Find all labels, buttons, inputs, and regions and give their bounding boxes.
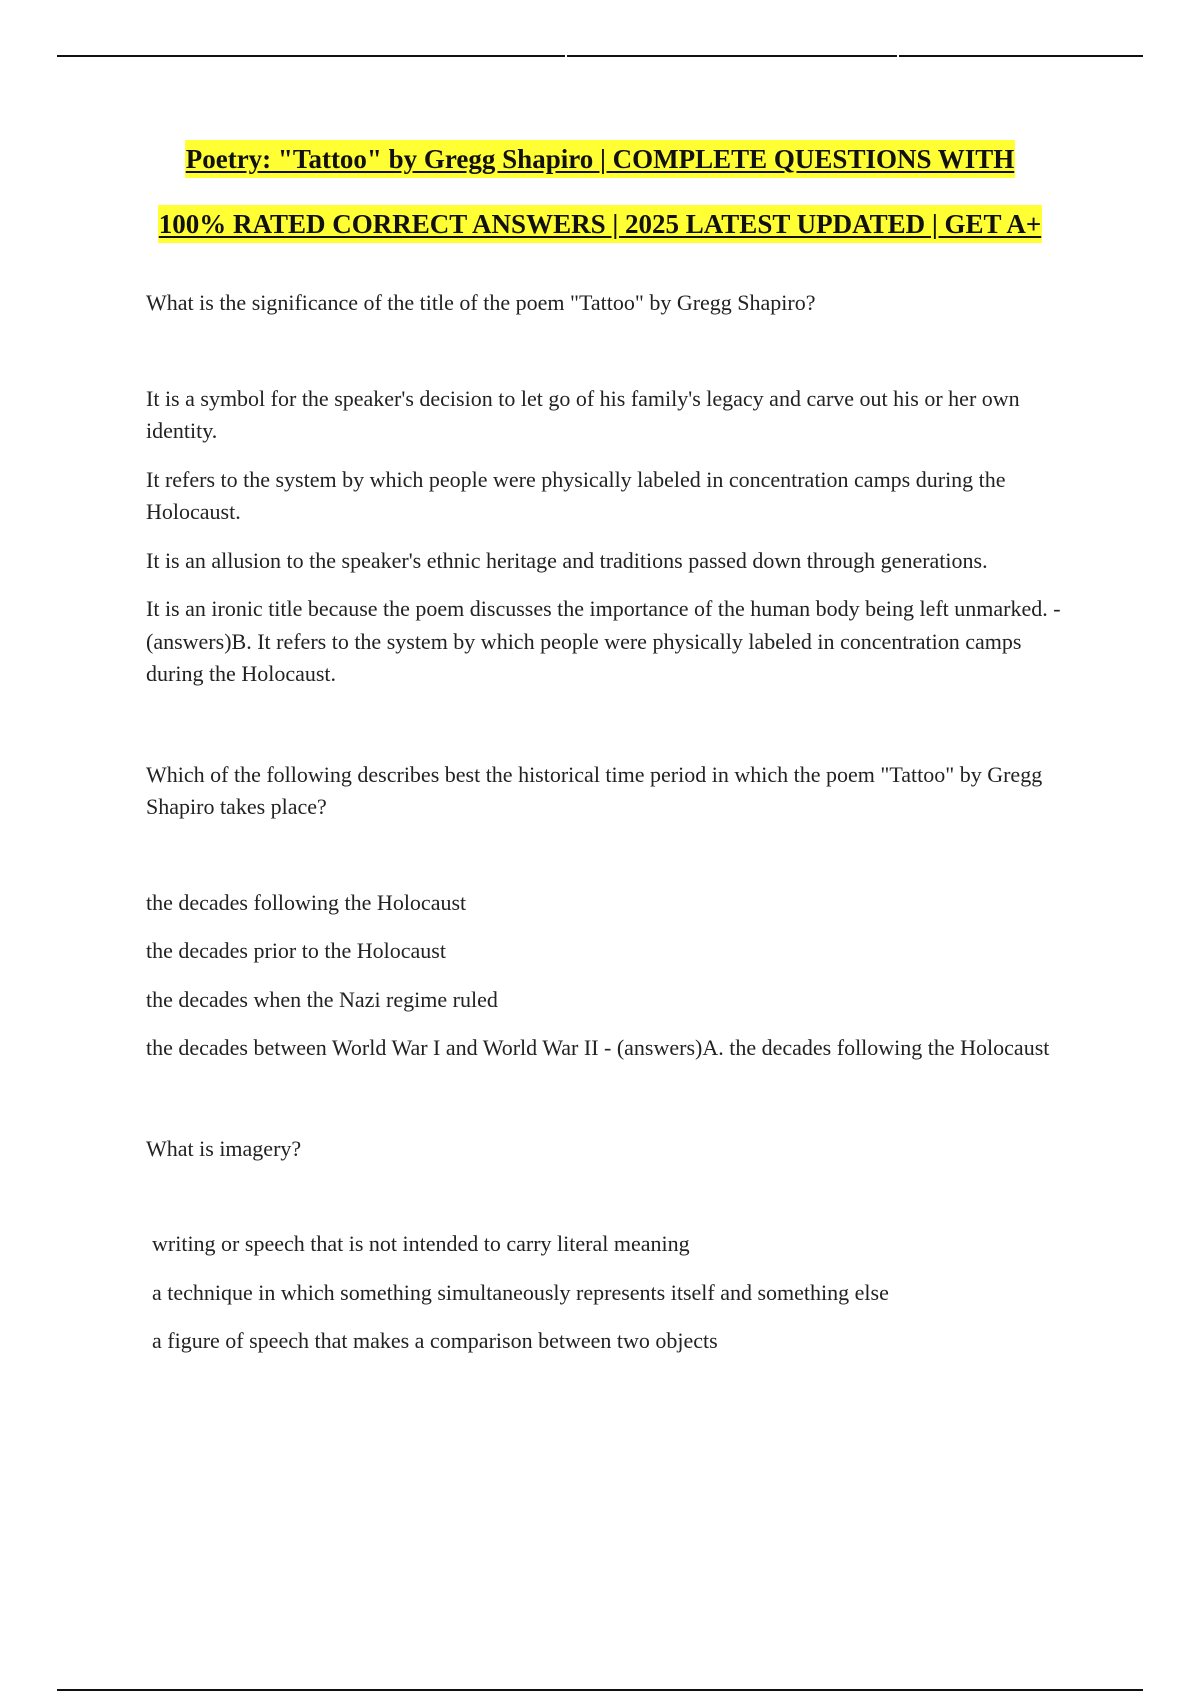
question-3: What is imagery? [146, 1135, 302, 1161]
document-body [146, 287, 1076, 1374]
top-rule-segment-2 [567, 55, 897, 57]
top-rule-segment-3 [899, 55, 1143, 57]
question-1-option-4-answer: It is an ironic title because the poem discusses the importance of the human body being left unmarked. - (answers)B. It refers to the system by which people were physically labeled in concentration camps during the Holocaust. [146, 596, 1061, 686]
question-2: Which of the following describes best the historical time period in which the poem "Tattoo" by Gregg Shapiro takes place? [146, 761, 1043, 819]
question-2-option-3: the decades when the Nazi regime ruled [146, 986, 498, 1012]
question-3-option-2: a technique in which something simultaneously represents itself and something else [152, 1279, 889, 1305]
question-2-option-1: the decades following the Holocaust [146, 889, 467, 915]
question-2-option-4-answer: the decades between World War I and World War II - (answers)A. the decades following the Holocaust [146, 1035, 1050, 1060]
question-1-option-1: It is a symbol for the speaker's decision to let go of his family's legacy and carve out his or her own identity. [146, 385, 1020, 443]
question-1: What is the significance of the title of the poem "Tattoo" by Gregg Shapiro? [146, 290, 816, 315]
question-2-options [146, 887, 1076, 1065]
question-1-options [146, 383, 1076, 691]
document-title [0, 140, 1200, 270]
question-2-option-2: the decades prior to the Holocaust [146, 938, 446, 963]
question-3-option-1: writing or speech that is not intended to carry literal meaning [152, 1231, 690, 1256]
title-line-2: 100% RATED CORRECT ANSWERS | 2025 LATEST UPDATED | GET A+ [158, 205, 1042, 243]
question-1-option-2: It refers to the system by which people were physically labeled in concentration camps during the Holocaust. [146, 466, 1006, 524]
top-rule-segment-1 [57, 55, 565, 57]
question-1-option-3: It is an allusion to the speaker's ethnic heritage and traditions passed down through generations. [146, 547, 988, 573]
title-line-1: Poetry: "Tattoo" by Gregg Shapiro | COMPLETE QUESTIONS WITH [185, 140, 1016, 178]
question-3-options [146, 1228, 1076, 1358]
bottom-rule [57, 1689, 1143, 1691]
question-3-option-3: a figure of speech that makes a comparison between two objects [152, 1328, 718, 1353]
